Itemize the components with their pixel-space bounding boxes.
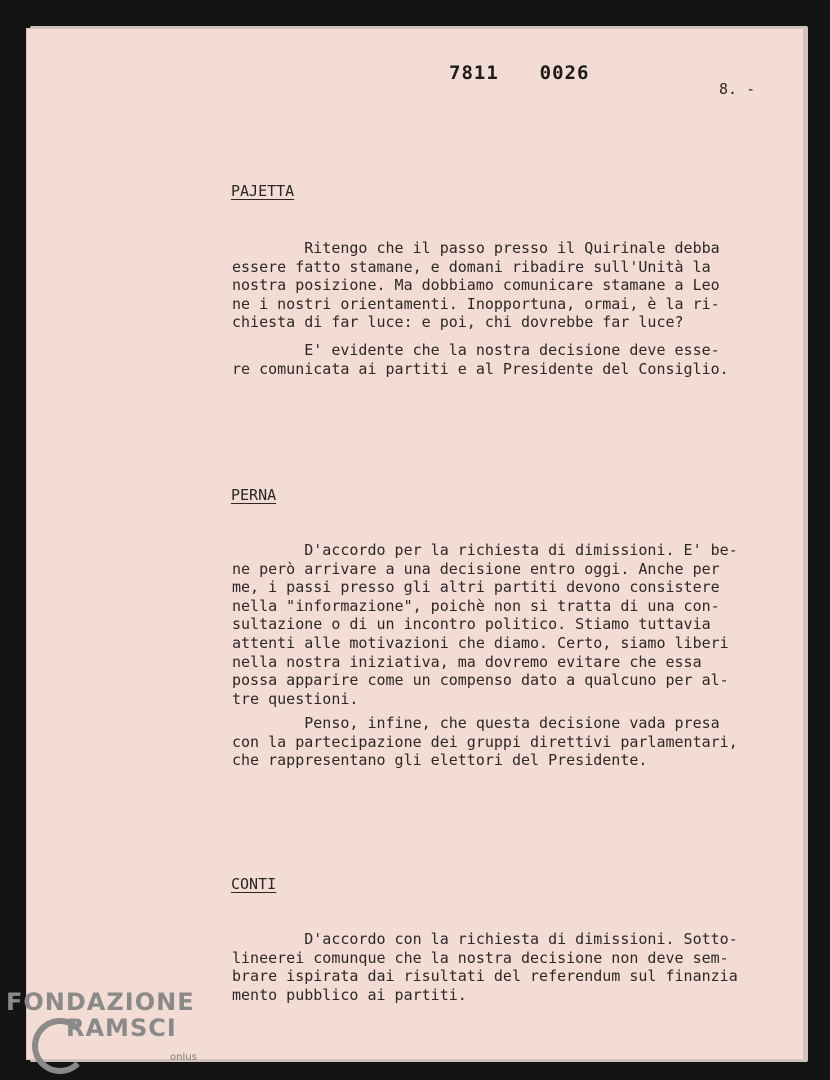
paragraph: D'accordo con la richiesta di dimissioni. Sotto- lineerei comunque che la nostra decisione non deve sem- brare ispirata dai risultati del referendum sul finanzia mento pubblico ai partiti. bbox=[232, 930, 738, 1004]
archive-stamp bbox=[449, 62, 589, 84]
page-number: 8. - bbox=[719, 80, 756, 98]
speaker-heading: CONTI bbox=[231, 875, 277, 893]
paragraph: Ritengo che il passo presso il Quirinale debba essere fatto stamane, e domani ribadire sull'Unità la nostra posizione. Ma dobbiamo comunicare stamane a Leo ne i nostri orientamenti. Inopportuna, ormai, è la ri- chiesta di far luce: e poi, chi dovrebbe far luce? bbox=[232, 239, 720, 332]
watermark-sub: onlus bbox=[170, 1052, 197, 1063]
paragraph: D'accordo per la richiesta di dimissioni. E' be- ne però arrivare a una decisione entro oggi. Anche per me, i passi presso gli altri partiti devono consistere nella "informazione", poichè non si tratta di una con- sultazione o di un incontro politico. Stiamo tuttavia attenti alle motivazioni che diamo. Certo, siamo liberi nella nostra iniziativa, ma dovremo evitare che essa possa apparire come un compenso dato a qualcuno per al- tre questioni. bbox=[232, 541, 738, 708]
speaker-heading: PERNA bbox=[231, 486, 277, 504]
watermark-line2: RAMSCI bbox=[66, 1014, 177, 1042]
watermark-g-icon bbox=[32, 1018, 88, 1074]
stamp-left: 7811 bbox=[449, 62, 499, 84]
paragraph: E' evidente che la nostra decisione deve esse- re comunicata ai partiti e al Presidente del Consiglio. bbox=[232, 341, 729, 378]
bleed-through bbox=[232, 800, 772, 920]
paragraph: Penso, infine, che questa decisione vada presa con la partecipazione dei gruppi direttivi parlamentari, che rappresentano gli elettori del Presidente. bbox=[232, 714, 738, 770]
speaker-heading: PAJETTA bbox=[231, 182, 295, 200]
watermark-line1: FONDAZIONE bbox=[6, 988, 195, 1016]
stamp-right: 0026 bbox=[539, 62, 590, 84]
